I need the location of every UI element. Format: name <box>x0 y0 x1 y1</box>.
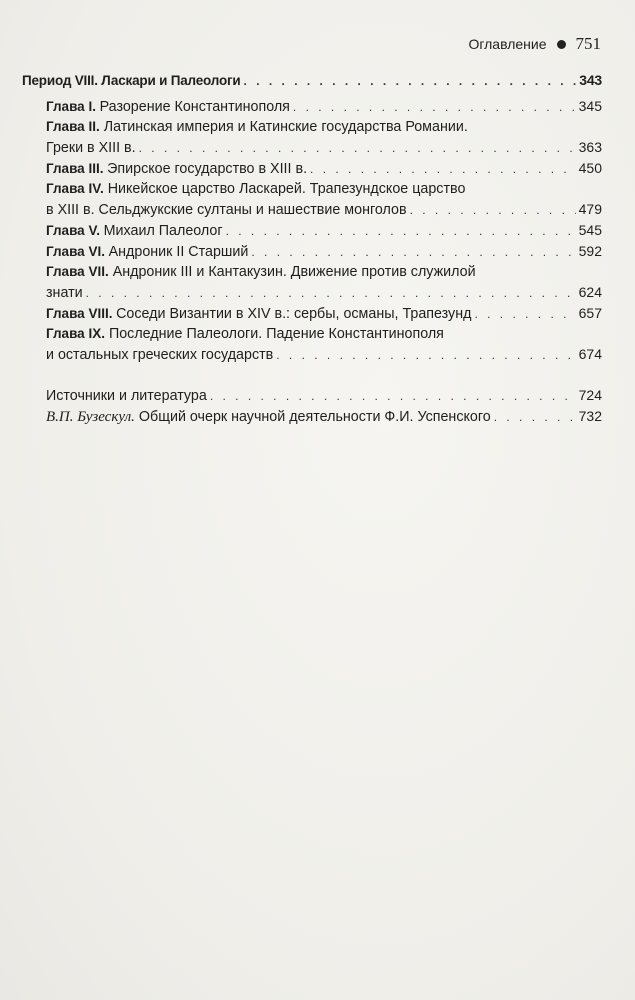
header-section-title: Оглавление <box>468 36 547 52</box>
essay-title: Общий очерк научной деятельности Ф.И. Успенского <box>138 409 491 425</box>
chapter-title: Эпирское государство в XIII в. <box>107 161 308 177</box>
chapter-label: Глава IX. <box>46 326 105 341</box>
bullet-icon <box>557 40 566 49</box>
sources-title: Источники и литература <box>46 388 207 404</box>
leader-dots <box>226 221 576 241</box>
running-header <box>468 34 601 54</box>
leader-dots <box>494 407 576 427</box>
chapter-title: Разорение Константинополя <box>99 99 290 115</box>
chapter-label: Глава VI. <box>46 244 105 259</box>
leader-dots <box>310 159 576 179</box>
toc-period-entry[interactable] <box>22 70 602 91</box>
toc-chapter-8[interactable] <box>22 303 602 324</box>
chapter-page: 479 <box>578 201 602 217</box>
chapter-title: Михаил Палеолог <box>103 223 223 239</box>
chapter-title-continued: и остальных греческих государств <box>46 347 274 363</box>
spacer <box>22 365 602 385</box>
header-page-number: 751 <box>575 34 601 53</box>
chapter-title-continued: Греки в XIII в. <box>46 140 136 156</box>
chapter-title: Андроник III и Кантакузин. Движение против служилой <box>112 264 476 280</box>
toc-chapter-7[interactable] <box>22 262 602 303</box>
chapter-label: Глава VII. <box>46 264 109 279</box>
essay-page: 732 <box>578 408 602 424</box>
chapter-label: Глава III. <box>46 161 104 176</box>
chapter-label: Глава VIII. <box>46 306 113 321</box>
toc-chapter-5[interactable] <box>22 220 602 241</box>
chapter-title-continued: знати <box>46 285 83 301</box>
chapter-label: Глава IV. <box>46 181 104 196</box>
chapter-title: Андроник II Старший <box>108 244 249 260</box>
table-of-contents <box>22 70 602 427</box>
toc-chapter-2[interactable] <box>22 117 602 158</box>
toc-sources[interactable] <box>22 385 602 406</box>
period-title: Период VIII. Ласкари и Палеологи <box>22 73 241 88</box>
chapter-title-continued: в XIII в. Сельджукские султаны и нашествие монголов <box>46 202 407 218</box>
leader-dots <box>251 242 575 262</box>
chapter-page: 545 <box>578 222 602 238</box>
period-page: 343 <box>579 72 602 88</box>
chapter-page: 624 <box>578 284 602 300</box>
chapter-label: Глава I. <box>46 99 96 114</box>
toc-chapter-9[interactable] <box>22 324 602 365</box>
leader-dots <box>293 97 576 117</box>
leader-dots <box>474 304 575 324</box>
chapter-label: Глава V. <box>46 223 100 238</box>
toc-essay[interactable] <box>22 406 602 427</box>
chapter-title: Никейское царство Ласкарей. Трапезундское царство <box>107 181 466 197</box>
leader-dots <box>86 283 576 303</box>
leader-dots <box>410 200 576 220</box>
toc-chapter-3[interactable] <box>22 158 602 179</box>
toc-chapter-6[interactable] <box>22 241 602 262</box>
sources-page: 724 <box>578 387 602 403</box>
chapter-page: 363 <box>578 139 602 155</box>
chapter-page: 345 <box>578 98 602 114</box>
leader-dots <box>139 138 576 158</box>
chapter-page: 657 <box>578 305 602 321</box>
essay-author: В.П. Бузескул. <box>46 409 135 425</box>
chapter-page: 592 <box>578 243 602 259</box>
toc-chapter-4[interactable] <box>22 179 602 220</box>
chapter-page: 450 <box>578 160 602 176</box>
chapter-title: Последние Палеологи. Падение Константинополя <box>108 326 444 342</box>
chapter-page: 674 <box>578 346 602 362</box>
chapter-label: Глава II. <box>46 119 100 134</box>
toc-chapter-1[interactable] <box>22 96 602 117</box>
chapter-title: Соседи Византии в XIV в.: сербы, османы, Трапезунд <box>116 306 472 322</box>
leader-dots <box>276 345 575 365</box>
leader-dots <box>244 71 577 91</box>
chapter-title: Латинская империя и Катинские государства Романии. <box>103 119 468 135</box>
leader-dots <box>210 386 576 406</box>
